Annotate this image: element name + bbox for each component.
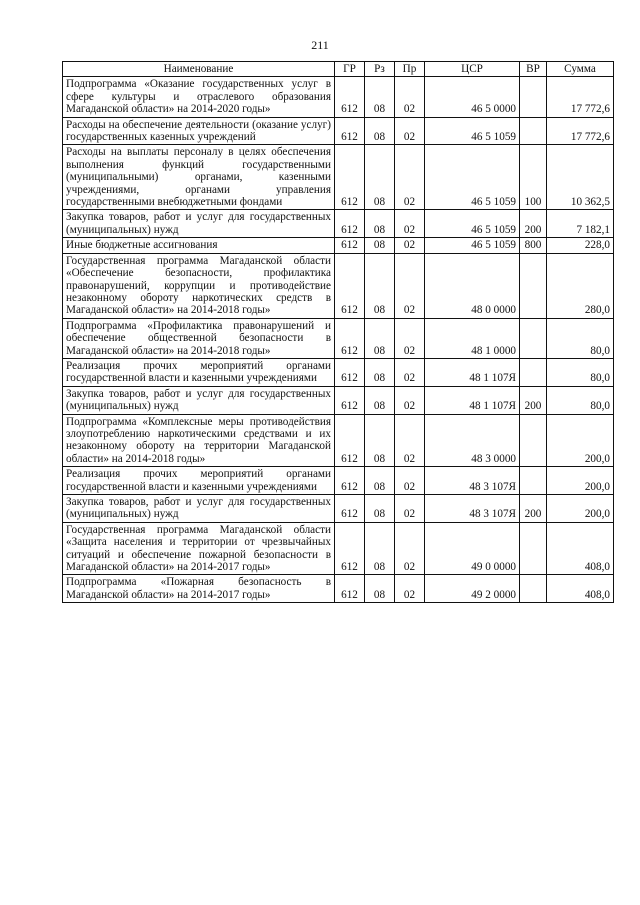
row-sum-cell: 80,0 [547,358,614,386]
row-gr-cell: 612 [335,358,365,386]
row-name-cell: Закупка товаров, работ и услуг для государственных (муниципальных) нужд [63,386,335,414]
row-rz-cell: 08 [365,238,395,253]
row-gr-cell: 612 [335,77,365,117]
table-header-row [63,62,614,77]
row-vr-cell: 200 [520,210,547,238]
row-gr-cell: 612 [335,522,365,575]
table-row [63,495,614,523]
row-gr-cell: 612 [335,253,365,318]
table-row [63,117,614,145]
row-vr-cell [520,253,547,318]
row-sum-cell: 200,0 [547,495,614,523]
row-csr-cell: 46 5 0000 [425,77,520,117]
row-name-cell: Подпрограмма «Оказание государственных услуг в сфере культуры и отраслевого образования Магаданской области» на 2014-2020 годы» [63,77,335,117]
column-header-vr: ВР [520,62,547,77]
row-vr-cell [520,358,547,386]
row-vr-cell: 200 [520,495,547,523]
row-gr-cell: 612 [335,145,365,210]
row-name-cell: Расходы на выплаты персоналу в целях обеспечения выполнения функций государственными (муниципальными) органами, казенными учреждениями, органами управления государственными внебюджетными фондами [63,145,335,210]
row-rz-cell: 08 [365,117,395,145]
table-row [63,238,614,253]
row-sum-cell: 17 772,6 [547,77,614,117]
row-pr-cell: 02 [395,145,425,210]
table-row [63,210,614,238]
table-row [63,386,614,414]
row-pr-cell: 02 [395,386,425,414]
row-vr-cell [520,467,547,495]
row-name-cell: Закупка товаров, работ и услуг для государственных (муниципальных) нужд [63,495,335,523]
row-pr-cell: 02 [395,253,425,318]
row-rz-cell: 08 [365,145,395,210]
row-pr-cell: 02 [395,358,425,386]
row-rz-cell: 08 [365,467,395,495]
row-name-cell: Подпрограмма «Профилактика правонарушений и обеспечение общественной безопасности в Магаданской области» на 2014-2018 годы» [63,318,335,358]
row-sum-cell: 280,0 [547,253,614,318]
row-csr-cell: 46 5 1059 [425,238,520,253]
row-sum-cell: 10 362,5 [547,145,614,210]
row-rz-cell: 08 [365,522,395,575]
row-csr-cell: 48 1 107Я [425,386,520,414]
row-rz-cell: 08 [365,386,395,414]
row-pr-cell: 02 [395,318,425,358]
row-vr-cell [520,117,547,145]
row-rz-cell: 08 [365,318,395,358]
row-sum-cell: 80,0 [547,318,614,358]
column-header-sum: Сумма [547,62,614,77]
row-vr-cell [520,522,547,575]
table-row [63,77,614,117]
row-csr-cell: 49 0 0000 [425,522,520,575]
row-csr-cell: 48 0 0000 [425,253,520,318]
row-pr-cell: 02 [395,238,425,253]
row-name-cell: Государственная программа Магаданской области «Обеспечение безопасности, профилактика правонарушений, коррупции и противодействие незаконному обороту наркотических средств в Магаданской области» на 2014-2018 годы» [63,253,335,318]
row-csr-cell: 48 3 107Я [425,467,520,495]
row-pr-cell: 02 [395,117,425,145]
row-rz-cell: 08 [365,358,395,386]
row-pr-cell: 02 [395,575,425,603]
row-pr-cell: 02 [395,77,425,117]
row-csr-cell: 48 1 0000 [425,318,520,358]
row-csr-cell: 49 2 0000 [425,575,520,603]
row-csr-cell: 46 5 1059 [425,145,520,210]
column-header-csr: ЦСР [425,62,520,77]
row-csr-cell: 48 1 107Я [425,358,520,386]
row-name-cell: Иные бюджетные ассигнования [63,238,335,253]
row-sum-cell: 408,0 [547,522,614,575]
row-pr-cell: 02 [395,495,425,523]
row-gr-cell: 612 [335,386,365,414]
row-rz-cell: 08 [365,414,395,467]
row-pr-cell: 02 [395,467,425,495]
table-body [63,77,614,603]
table-row [63,253,614,318]
row-gr-cell: 612 [335,117,365,145]
row-pr-cell: 02 [395,210,425,238]
row-csr-cell: 48 3 107Я [425,495,520,523]
column-header-pr: Пр [395,62,425,77]
row-rz-cell: 08 [365,77,395,117]
row-name-cell: Закупка товаров, работ и услуг для государственных (муниципальных) нужд [63,210,335,238]
row-rz-cell: 08 [365,253,395,318]
table-row [63,145,614,210]
table-row [63,575,614,603]
row-name-cell: Подпрограмма «Комплексные меры противодействия злоупотреблению наркотическими средствами и их незаконному обороту на территории Магаданской области» на 2014-2018 годы» [63,414,335,467]
row-gr-cell: 612 [335,238,365,253]
row-gr-cell: 612 [335,575,365,603]
row-sum-cell: 7 182,1 [547,210,614,238]
row-rz-cell: 08 [365,495,395,523]
table-row [63,467,614,495]
row-gr-cell: 612 [335,495,365,523]
row-gr-cell: 612 [335,467,365,495]
row-vr-cell: 100 [520,145,547,210]
row-vr-cell [520,318,547,358]
row-vr-cell [520,414,547,467]
column-header-rz: Рз [365,62,395,77]
table-row [63,318,614,358]
row-name-cell: Государственная программа Магаданской области «Защита населения и территории от чрезвычайных ситуаций и обеспечение пожарной безопасности в Магаданской области» на 2014-2017 годы» [63,522,335,575]
budget-table [62,61,614,603]
row-name-cell: Реализация прочих мероприятий органами государственной власти и казенными учреждениями [63,358,335,386]
row-csr-cell: 46 5 1059 [425,117,520,145]
row-name-cell: Реализация прочих мероприятий органами государственной власти и казенными учреждениями [63,467,335,495]
table-row [63,358,614,386]
row-name-cell: Подпрограмма «Пожарная безопасность в Магаданской области» на 2014-2017 годы» [63,575,335,603]
row-sum-cell: 80,0 [547,386,614,414]
row-name-cell: Расходы на обеспечение деятельности (оказание услуг) государственных казенных учреждений [63,117,335,145]
row-rz-cell: 08 [365,575,395,603]
column-header-name: Наименование [63,62,335,77]
row-vr-cell [520,77,547,117]
row-gr-cell: 612 [335,210,365,238]
row-sum-cell: 408,0 [547,575,614,603]
column-header-gr: ГР [335,62,365,77]
row-csr-cell: 48 3 0000 [425,414,520,467]
row-rz-cell: 08 [365,210,395,238]
row-sum-cell: 200,0 [547,414,614,467]
table-row [63,414,614,467]
page-number: 211 [311,38,329,52]
row-gr-cell: 612 [335,318,365,358]
row-pr-cell: 02 [395,414,425,467]
row-vr-cell: 800 [520,238,547,253]
row-sum-cell: 200,0 [547,467,614,495]
row-gr-cell: 612 [335,414,365,467]
row-csr-cell: 46 5 1059 [425,210,520,238]
row-pr-cell: 02 [395,522,425,575]
row-vr-cell: 200 [520,386,547,414]
row-vr-cell [520,575,547,603]
row-sum-cell: 17 772,6 [547,117,614,145]
row-sum-cell: 228,0 [547,238,614,253]
table-row [63,522,614,575]
